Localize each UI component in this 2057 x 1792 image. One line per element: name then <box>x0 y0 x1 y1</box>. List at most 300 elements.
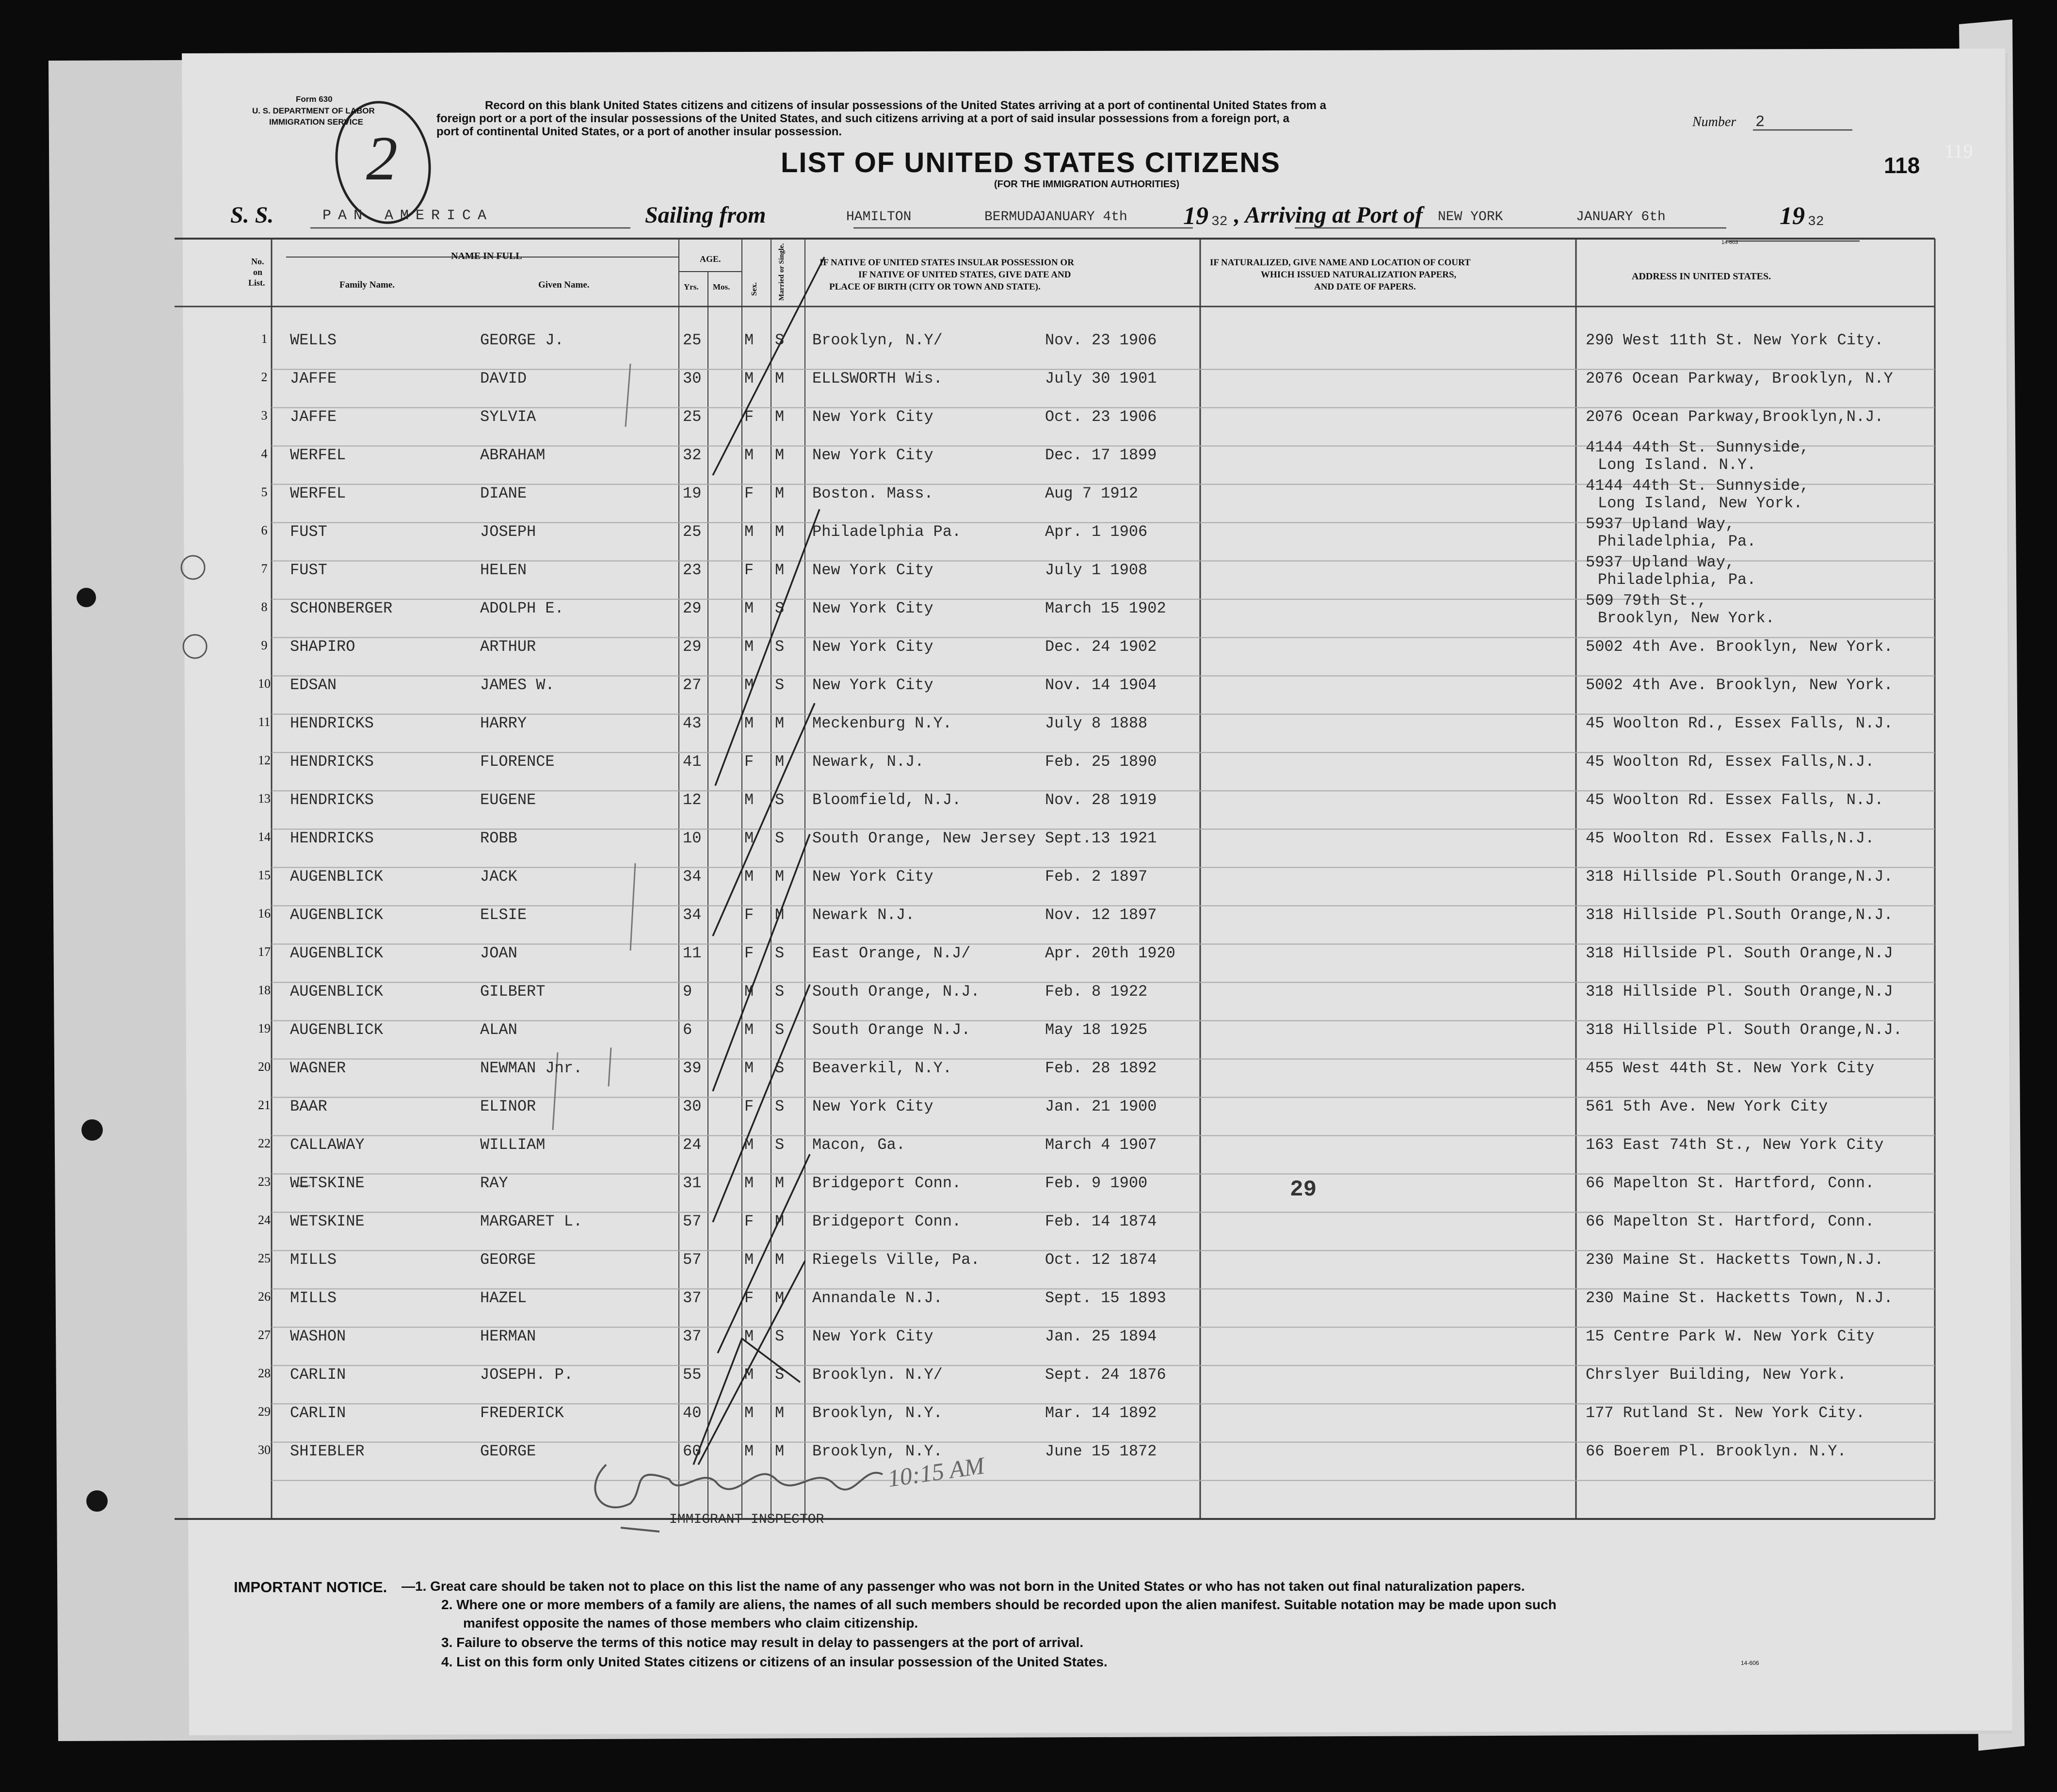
row-number: 3 <box>261 408 268 422</box>
given-name: GEORGE <box>480 1442 536 1460</box>
family-name: WERFEL <box>290 484 346 502</box>
address-line-2: Philadelphia, Pa. <box>1598 533 1756 550</box>
address-line-1: Chrslyer Building, New York. <box>1586 1366 1847 1384</box>
marital-status: M <box>775 1174 785 1192</box>
address-line-1: 66 Mapelton St. Hartford, Conn. <box>1586 1174 1875 1192</box>
family-name: EDSAN <box>290 676 337 694</box>
sex: M <box>744 1251 754 1269</box>
birth-place: Brooklyn. N.Y/ <box>812 1366 943 1384</box>
notice-item-2: 2. Where one or more members of a family are aliens, the names of all such members should be recorded upon the alien manifest. Suitable notation may be made upon such <box>441 1597 1557 1612</box>
header-yrs: Yrs. <box>684 282 699 291</box>
birth-date: Feb. 8 1922 <box>1045 983 1148 1001</box>
family-name: AUGENBLICK <box>290 1021 384 1039</box>
birth-date: Sept. 24 1876 <box>1045 1366 1166 1384</box>
birth-place: Meckenburg N.Y. <box>812 714 952 732</box>
marital-status: S <box>775 1021 785 1039</box>
age-years: 34 <box>683 906 702 924</box>
from-port: HAMILTON <box>846 210 912 225</box>
row-number: 16 <box>258 906 271 920</box>
birth-place: East Orange, N.J/ <box>812 944 971 962</box>
sex: M <box>744 1327 754 1345</box>
address-line-1: 45 Woolton Rd. Essex Falls,N.J. <box>1586 829 1875 847</box>
birth-date: Sept. 15 1893 <box>1045 1289 1166 1307</box>
sex: M <box>744 791 754 809</box>
family-name: AUGENBLICK <box>290 944 384 962</box>
address-line-1: 66 Mapelton St. Hartford, Conn. <box>1586 1212 1875 1230</box>
sex: M <box>744 1366 754 1384</box>
age-years: 25 <box>683 331 702 349</box>
family-name: MILLS <box>290 1251 337 1269</box>
header-on: on <box>253 267 263 277</box>
address-line-1: 4144 44th St. Sunnyside, <box>1586 438 1809 456</box>
given-name: MARGARET L. <box>480 1212 583 1230</box>
given-name: ELINOR <box>480 1098 536 1115</box>
sex: M <box>744 446 754 464</box>
birth-date: Apr. 20th 1920 <box>1045 944 1175 962</box>
paper-sheet <box>182 48 2012 1735</box>
age-years: 23 <box>683 561 702 579</box>
address-line-1: 318 Hillside Pl.South Orange,N.J. <box>1586 868 1893 886</box>
address-line-2: Philadelphia, Pa. <box>1598 571 1756 589</box>
given-name: DIANE <box>480 484 527 502</box>
notice-item-4: 4. List on this form only United States citizens or citizens of an insular possession of the United States. <box>441 1654 1108 1669</box>
address-line-1: 318 Hillside Pl. South Orange,N.J <box>1586 944 1893 962</box>
handwritten-page-mark: 2 <box>366 124 398 194</box>
given-name: ELSIE <box>480 906 527 924</box>
birth-place: ELLSWORTH Wis. <box>812 370 943 387</box>
birth-place: South Orange, New Jersey <box>812 829 1036 847</box>
header-naturalized-line-2: WHICH ISSUED NATURALIZATION PAPERS, <box>1261 270 1457 280</box>
row-number: 23 <box>258 1175 271 1189</box>
row-number: 10 <box>258 677 271 691</box>
family-name: WASHON <box>290 1327 346 1345</box>
age-years: 19 <box>683 484 702 502</box>
marital-status: M <box>775 753 785 771</box>
birth-place: New York City <box>812 1327 933 1345</box>
marital-status: S <box>775 331 785 349</box>
row-number: 8 <box>261 600 268 614</box>
marital-status: M <box>775 370 785 387</box>
birth-date: Dec. 17 1899 <box>1045 446 1157 464</box>
notice-item-2-cont: manifest opposite the names of those members who claim citizenship. <box>463 1615 918 1631</box>
form-title: LIST OF UNITED STATES CITIZENS <box>781 147 1281 178</box>
ship-name: PAN AMERICA <box>322 208 494 224</box>
address-line-1: 45 Woolton Rd. Essex Falls, N.J. <box>1586 791 1884 809</box>
row-number: 4 <box>261 447 268 461</box>
header-name-in-full: NAME IN FULL <box>451 251 522 261</box>
marital-status: S <box>775 1098 785 1115</box>
address-line-1: 15 Centre Park W. New York City <box>1586 1327 1875 1345</box>
birth-place: Philadelphia Pa. <box>812 523 962 541</box>
birth-place: Brooklyn, N.Y. <box>812 1442 943 1460</box>
birth-place: New York City <box>812 408 933 426</box>
marital-status: M <box>775 906 785 924</box>
row-number: 19 <box>258 1021 271 1035</box>
family-name: WAGNER <box>290 1059 346 1077</box>
given-name: JOAN <box>480 944 517 962</box>
birth-date: Feb. 2 1897 <box>1045 868 1148 886</box>
marital-status: M <box>775 714 785 732</box>
row-number: 29 <box>258 1405 271 1419</box>
birth-date: Nov. 14 1904 <box>1045 676 1157 694</box>
age-years: 30 <box>683 370 702 387</box>
family-name: WELLS <box>290 331 337 349</box>
notice-item-3: 3. Failure to observe the terms of this notice may result in delay to passengers at the port of arrival. <box>441 1635 1084 1650</box>
age-years: 57 <box>683 1212 702 1230</box>
address-line-1: 230 Maine St. Hacketts Town,N.J. <box>1586 1251 1884 1269</box>
row-number: 9 <box>261 638 268 652</box>
row-number: 28 <box>258 1366 271 1380</box>
birth-date: Nov. 28 1919 <box>1045 791 1157 809</box>
birth-date: Feb. 14 1874 <box>1045 1212 1157 1230</box>
header-birth-line-1: IF NATIVE OF UNITED STATES INSULAR POSSESSION OR <box>820 258 1074 268</box>
row-number: 12 <box>258 753 271 767</box>
row-number: 6 <box>261 523 268 537</box>
notice-item-1: —1. Great care should be taken not to place on this list the name of any passenger who was not born in the United States or who has not taken out final naturalization papers. <box>402 1579 1525 1594</box>
family-name: MILLS <box>290 1289 337 1307</box>
sail-date: JANUARY 4th <box>1038 210 1127 225</box>
birth-date: Oct. 23 1906 <box>1045 408 1157 426</box>
birth-place: Brooklyn, N.Y. <box>812 1404 943 1422</box>
marital-status: S <box>775 638 785 656</box>
age-years: 6 <box>683 1021 692 1039</box>
age-years: 29 <box>683 638 702 656</box>
given-name: ABRAHAM <box>480 446 546 464</box>
sail-year-suffix: 32 <box>1211 214 1228 229</box>
sex: F <box>744 1212 754 1230</box>
sex: M <box>744 1174 754 1192</box>
marital-status: S <box>775 791 785 809</box>
header-age: AGE. <box>700 254 721 264</box>
marital-status: S <box>775 1366 785 1384</box>
birth-place: Newark, N.J. <box>812 753 924 771</box>
given-name: GEORGE J. <box>480 331 564 349</box>
birth-date: July 30 1901 <box>1045 370 1157 387</box>
sex: M <box>744 1059 754 1077</box>
age-years: 34 <box>683 868 702 886</box>
family-name: WERFEL <box>290 446 346 464</box>
sex: M <box>744 1136 754 1154</box>
birth-place: New York City <box>812 868 933 886</box>
punch-hole <box>77 588 96 607</box>
birth-place: Boston. Mass. <box>812 484 933 502</box>
header-address: ADDRESS IN UNITED STATES. <box>1632 271 1771 282</box>
row-number: 30 <box>258 1443 271 1457</box>
age-years: 37 <box>683 1327 702 1345</box>
address-line-1: 509 79th St., <box>1586 592 1707 610</box>
marital-status: M <box>775 561 785 579</box>
birth-date: Oct. 12 1874 <box>1045 1251 1157 1269</box>
address-line-1: 163 East 74th St., New York City <box>1586 1136 1884 1154</box>
form-subtitle: (FOR THE IMMIGRATION AUTHORITIES) <box>994 179 1180 190</box>
given-name: ARTHUR <box>480 638 536 656</box>
sex: M <box>744 1021 754 1039</box>
age-years: 55 <box>683 1366 702 1384</box>
sex: M <box>744 331 754 349</box>
age-years: 12 <box>683 791 702 809</box>
age-years: 11 <box>683 944 702 962</box>
age-years: 60 <box>683 1442 702 1460</box>
age-years: 25 <box>683 523 702 541</box>
age-years: 25 <box>683 408 702 426</box>
family-name: AUGENBLICK <box>290 983 384 1001</box>
header-naturalized-line-1: IF NATURALIZED, GIVE NAME AND LOCATION OF COURT <box>1210 258 1471 268</box>
given-name: HARRY <box>480 714 527 732</box>
family-name: JAFFE <box>290 408 337 426</box>
row-number: 13 <box>258 791 271 806</box>
family-name: WETSKINE <box>290 1212 365 1230</box>
address-line-1: 5937 Upland Way, <box>1586 515 1735 533</box>
number-value: 2 <box>1755 113 1765 131</box>
given-name: SYLVIA <box>480 408 536 426</box>
department: U. S. DEPARTMENT OF LABOR <box>252 106 375 115</box>
marital-status: S <box>775 676 785 694</box>
birth-place: New York City <box>812 638 933 656</box>
given-name: JOSEPH. P. <box>480 1366 574 1384</box>
given-name: ALAN <box>480 1021 517 1039</box>
family-name: AUGENBLICK <box>290 868 384 886</box>
birth-date: March 15 1902 <box>1045 599 1166 617</box>
birth-place: Macon, Ga. <box>812 1136 906 1154</box>
birth-date: Feb. 28 1892 <box>1045 1059 1157 1077</box>
printer-code: 14-603 <box>1721 240 1738 245</box>
sex: F <box>744 408 754 426</box>
birth-place: Annandale N.J. <box>812 1289 943 1307</box>
sex: F <box>744 944 754 962</box>
given-name: ROBB <box>480 829 517 847</box>
address-line-1: 5937 Upland Way, <box>1586 553 1735 571</box>
header-family-name: Family Name. <box>339 280 395 290</box>
sex: M <box>744 523 754 541</box>
punch-hole <box>86 1490 108 1512</box>
row-number: 24 <box>258 1213 271 1227</box>
sex: M <box>744 599 754 617</box>
header-birth-line-2: IF NATIVE OF UNITED STATES, GIVE DATE AND <box>858 270 1071 280</box>
arriving-label: , Arriving at Port of <box>1234 202 1423 228</box>
header-given-name: Given Name. <box>538 280 590 290</box>
ss-label: S. S. <box>230 202 274 228</box>
row-number: 2 <box>261 370 268 384</box>
birth-date: May 18 1925 <box>1045 1021 1148 1039</box>
family-name: CARLIN <box>290 1404 346 1422</box>
birth-date: Feb. 9 1900 <box>1045 1174 1148 1192</box>
address-line-2: Brooklyn, New York. <box>1598 609 1775 627</box>
given-name: HERMAN <box>480 1327 536 1345</box>
given-name: JAMES W. <box>480 676 555 694</box>
birth-place: South Orange N.J. <box>812 1021 971 1039</box>
birth-place: Bridgeport Conn. <box>812 1174 962 1192</box>
address-line-1: 66 Boerem Pl. Brooklyn. N.Y. <box>1586 1442 1847 1460</box>
birth-place: Newark N.J. <box>812 906 915 924</box>
given-name: JOSEPH <box>480 523 536 541</box>
number-label: Number <box>1692 114 1736 129</box>
family-name: FUST <box>290 523 327 541</box>
sex: M <box>744 868 754 886</box>
birth-date: June 15 1872 <box>1045 1442 1157 1460</box>
birth-place: New York City <box>812 446 933 464</box>
age-years: 24 <box>683 1136 702 1154</box>
family-name: CARLIN <box>290 1366 346 1384</box>
given-name: JACK <box>480 868 517 886</box>
address-line-2: Long Island, New York. <box>1598 494 1803 512</box>
sex: M <box>744 638 754 656</box>
row-number: 7 <box>261 562 268 576</box>
birth-place: Bridgeport Conn. <box>812 1212 962 1230</box>
age-years: 31 <box>683 1174 702 1192</box>
sex: M <box>744 676 754 694</box>
address-line-1: 45 Woolton Rd, Essex Falls,N.J. <box>1586 753 1875 771</box>
birth-date: Sept.13 1921 <box>1045 829 1157 847</box>
birth-date: July 1 1908 <box>1045 561 1148 579</box>
given-name: FLORENCE <box>480 753 555 771</box>
sex: F <box>744 561 754 579</box>
address-line-1: 318 Hillside Pl. South Orange,N.J. <box>1586 1021 1902 1039</box>
sailing-label: Sailing from <box>645 202 766 228</box>
address-line-1: 318 Hillside Pl. South Orange,N.J <box>1586 983 1893 1001</box>
header-birth-line-3: PLACE OF BIRTH (CITY OR TOWN AND STATE). <box>829 282 1041 292</box>
row-number: 18 <box>258 983 271 997</box>
sex: M <box>744 829 754 847</box>
marital-status: M <box>775 1442 785 1460</box>
marital-status: S <box>775 1136 785 1154</box>
address-line-1: 45 Woolton Rd., Essex Falls, N.J. <box>1586 714 1893 732</box>
address-line-1: 455 West 44th St. New York City <box>1586 1059 1875 1077</box>
birth-date: Dec. 24 1902 <box>1045 638 1157 656</box>
row-number: 17 <box>258 945 271 959</box>
given-name: FREDERICK <box>480 1404 564 1422</box>
stamp-118: 118 <box>1884 153 1920 178</box>
header-list: List. <box>248 278 265 288</box>
marital-status: S <box>775 599 785 617</box>
family-name: AUGENBLICK <box>290 906 384 924</box>
birth-date: Feb. 25 1890 <box>1045 753 1157 771</box>
marital-status: S <box>775 1059 785 1077</box>
row-number: 20 <box>258 1060 271 1074</box>
address-line-1: 2076 Ocean Parkway,Brooklyn,N.J. <box>1586 408 1884 426</box>
age-years: 32 <box>683 446 702 464</box>
marital-status: S <box>775 829 785 847</box>
birth-date: Mar. 14 1892 <box>1045 1404 1157 1422</box>
birth-date: Nov. 23 1906 <box>1045 331 1157 349</box>
row-number: 15 <box>258 868 271 882</box>
row-number: 14 <box>258 830 271 844</box>
marital-status: S <box>775 944 785 962</box>
birth-place: New York City <box>812 1098 933 1115</box>
header-no: No. <box>251 257 264 266</box>
service: IMMIGRATION SERVICE <box>269 117 363 127</box>
row-number: 22 <box>258 1136 271 1150</box>
birth-date: Jan. 25 1894 <box>1045 1327 1157 1345</box>
address-line-2: Long Island. N.Y. <box>1598 456 1756 474</box>
family-name: SHAPIRO <box>290 638 355 656</box>
family-name: HENDRICKS <box>290 753 374 771</box>
birth-place: New York City <box>812 676 933 694</box>
age-years: 9 <box>683 983 692 1001</box>
age-years: 57 <box>683 1251 702 1269</box>
address-line-1: 4144 44th St. Sunnyside, <box>1586 477 1809 495</box>
marital-status: M <box>775 1404 785 1422</box>
age-years: 41 <box>683 753 702 771</box>
given-name: EUGENE <box>480 791 536 809</box>
form-number: Form 630 <box>296 95 333 104</box>
birth-place: Brooklyn, N.Y/ <box>812 331 943 349</box>
birth-date: Nov. 12 1897 <box>1045 906 1157 924</box>
age-years: 27 <box>683 676 702 694</box>
birth-place: Riegels Ville, Pa. <box>812 1251 980 1269</box>
age-years: 43 <box>683 714 702 732</box>
sail-year-prefix: 19 <box>1183 202 1208 230</box>
family-name: HENDRICKS <box>290 714 374 732</box>
family-name: BAAR <box>290 1098 327 1115</box>
age-years: 40 <box>683 1404 702 1422</box>
address-line-1: 5002 4th Ave. Brooklyn, New York. <box>1586 676 1893 694</box>
given-name: HELEN <box>480 561 527 579</box>
sex: M <box>744 1442 754 1460</box>
row-number: 11 <box>258 715 271 729</box>
arrive-year-prefix: 19 <box>1780 202 1805 230</box>
age-years: 39 <box>683 1059 702 1077</box>
given-name: RAY <box>480 1174 508 1192</box>
family-name: CALLAWAY <box>290 1136 365 1154</box>
sex: F <box>744 1098 754 1115</box>
header-naturalized-line-3: AND DATE OF PAPERS. <box>1314 282 1416 292</box>
row-number: 1 <box>261 332 268 346</box>
footer-code: 14-606 <box>1741 1660 1759 1666</box>
sex: F <box>744 906 754 924</box>
arrive-port: NEW YORK <box>1438 210 1503 225</box>
age-years: 37 <box>683 1289 702 1307</box>
sex: F <box>744 484 754 502</box>
marital-status: M <box>775 868 785 886</box>
family-name: SHIEBLER <box>290 1442 365 1460</box>
family-name: WETSKINE <box>290 1174 365 1192</box>
marital-status: M <box>775 408 785 426</box>
given-name: WILLIAM <box>480 1136 546 1154</box>
marital-status: S <box>775 1327 785 1345</box>
marital-status: M <box>775 1289 785 1307</box>
birth-place: New York City <box>812 599 933 617</box>
punch-hole <box>81 1119 103 1141</box>
birth-place: New York City <box>812 561 933 579</box>
age-years: 29 <box>683 599 702 617</box>
birth-date: July 8 1888 <box>1045 714 1148 732</box>
family-name: JAFFE <box>290 370 337 387</box>
sex: M <box>744 714 754 732</box>
address-line-1: 230 Maine St. Hacketts Town, N.J. <box>1586 1289 1893 1307</box>
birth-date: Jan. 21 1900 <box>1045 1098 1157 1115</box>
birth-place: Bloomfield, N.J. <box>812 791 962 809</box>
given-name: HAZEL <box>480 1289 527 1307</box>
family-name: SCHONBERGER <box>290 599 393 617</box>
birth-date: Aug 7 1912 <box>1045 484 1139 502</box>
birth-date: March 4 1907 <box>1045 1136 1157 1154</box>
row-number: 25 <box>258 1251 271 1265</box>
row-23-note: 29 <box>1290 1177 1317 1202</box>
header-mos: Mos. <box>713 282 730 291</box>
sex: M <box>744 1404 754 1422</box>
sex: F <box>744 1289 754 1307</box>
marital-status: M <box>775 484 785 502</box>
given-name: ADOLPH E. <box>480 599 564 617</box>
address-line-1: 2076 Ocean Parkway, Brooklyn, N.Y <box>1586 370 1893 387</box>
inspector-label: IMMIGRANT INSPECTOR <box>669 1512 824 1527</box>
birth-date: Apr. 1 1906 <box>1045 523 1148 541</box>
marital-status: M <box>775 446 785 464</box>
arrive-year-suffix: 32 <box>1808 214 1824 229</box>
given-name: NEWMAN Jnr. <box>480 1059 583 1077</box>
sex: M <box>744 370 754 387</box>
age-years: 30 <box>683 1098 702 1115</box>
